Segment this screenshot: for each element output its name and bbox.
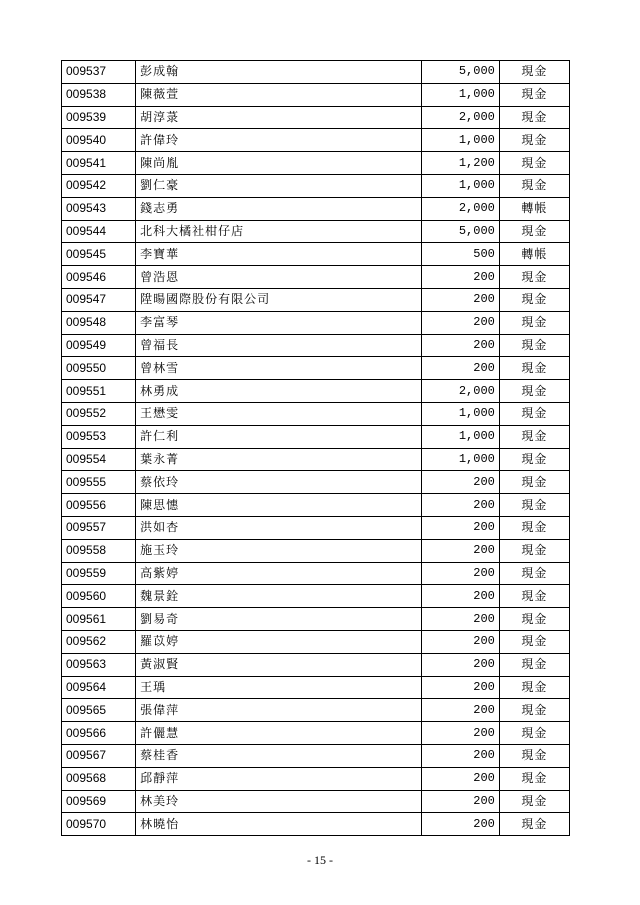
payment-method-cell: 現金	[499, 471, 569, 494]
table-row	[62, 676, 570, 699]
receipt-number-cell: 009558	[62, 539, 136, 562]
donor-name-cell: 曾福長	[136, 334, 421, 357]
receipt-number-cell: 009568	[62, 767, 136, 790]
table-row	[62, 653, 570, 676]
donor-name-cell: 林勇成	[136, 380, 421, 403]
payment-method-cell: 現金	[499, 790, 569, 813]
table-row	[62, 83, 570, 106]
table-row	[62, 334, 570, 357]
payment-method-cell: 現金	[499, 152, 569, 175]
amount-cell: 200	[421, 744, 499, 767]
amount-cell: 1,200	[421, 152, 499, 175]
receipt-number-cell: 009546	[62, 266, 136, 289]
receipt-number-cell: 009537	[62, 61, 136, 84]
payment-method-cell: 現金	[499, 448, 569, 471]
donor-name-cell: 陳尚胤	[136, 152, 421, 175]
receipt-number-cell: 009541	[62, 152, 136, 175]
payment-method-cell: 現金	[499, 266, 569, 289]
table-row	[62, 197, 570, 220]
donor-name-cell: 許儷慧	[136, 722, 421, 745]
receipt-number-cell: 009556	[62, 494, 136, 517]
receipt-number-cell: 009563	[62, 653, 136, 676]
payment-method-cell: 現金	[499, 380, 569, 403]
donor-name-cell: 王瑀	[136, 676, 421, 699]
donor-name-cell: 李寶華	[136, 243, 421, 266]
table-row	[62, 243, 570, 266]
receipt-number-cell: 009560	[62, 585, 136, 608]
payment-method-cell: 現金	[499, 608, 569, 631]
table-row	[62, 494, 570, 517]
donor-name-cell: 洪如杏	[136, 516, 421, 539]
amount-cell: 2,000	[421, 380, 499, 403]
receipt-number-cell: 009553	[62, 425, 136, 448]
donor-name-cell: 劉易奇	[136, 608, 421, 631]
donor-name-cell: 陳思憓	[136, 494, 421, 517]
payment-method-cell: 現金	[499, 129, 569, 152]
amount-cell: 200	[421, 699, 499, 722]
donor-name-cell: 王懋雯	[136, 402, 421, 425]
table-row	[62, 425, 570, 448]
payment-method-cell: 現金	[499, 83, 569, 106]
donor-name-cell: 高紫婷	[136, 562, 421, 585]
table-row	[62, 220, 570, 243]
table-row	[62, 790, 570, 813]
donor-name-cell: 葉永菁	[136, 448, 421, 471]
receipt-number-cell: 009555	[62, 471, 136, 494]
payment-method-cell: 現金	[499, 174, 569, 197]
donor-name-cell: 許仁利	[136, 425, 421, 448]
donor-name-cell: 曾林雪	[136, 357, 421, 380]
receipt-number-cell: 009545	[62, 243, 136, 266]
receipt-number-cell: 009547	[62, 288, 136, 311]
donor-name-cell: 羅苡婷	[136, 630, 421, 653]
table-row	[62, 174, 570, 197]
payment-method-cell: 現金	[499, 539, 569, 562]
amount-cell: 2,000	[421, 197, 499, 220]
donor-name-cell: 魏景銓	[136, 585, 421, 608]
payment-method-cell: 現金	[499, 744, 569, 767]
payment-method-cell: 現金	[499, 288, 569, 311]
amount-cell: 200	[421, 311, 499, 334]
receipt-number-cell: 009550	[62, 357, 136, 380]
payment-method-cell: 現金	[499, 562, 569, 585]
amount-cell: 200	[421, 266, 499, 289]
amount-cell: 200	[421, 722, 499, 745]
receipt-number-cell: 009552	[62, 402, 136, 425]
table-row	[62, 608, 570, 631]
table-row	[62, 630, 570, 653]
amount-cell: 200	[421, 608, 499, 631]
amount-cell: 1,000	[421, 425, 499, 448]
table-row	[62, 266, 570, 289]
table-row	[62, 699, 570, 722]
payment-method-cell: 現金	[499, 357, 569, 380]
payment-method-cell: 現金	[499, 311, 569, 334]
receipt-number-cell: 009562	[62, 630, 136, 653]
payment-method-cell: 現金	[499, 494, 569, 517]
amount-cell: 1,000	[421, 129, 499, 152]
receipt-number-cell: 009543	[62, 197, 136, 220]
donor-name-cell: 林曉怡	[136, 813, 421, 836]
donor-name-cell: 曾浩恩	[136, 266, 421, 289]
donation-table-body	[62, 61, 570, 836]
amount-cell: 1,000	[421, 174, 499, 197]
amount-cell: 5,000	[421, 220, 499, 243]
receipt-number-cell: 009570	[62, 813, 136, 836]
table-row	[62, 448, 570, 471]
donor-name-cell: 邱靜萍	[136, 767, 421, 790]
donor-name-cell: 陞暘國際股份有限公司	[136, 288, 421, 311]
donor-name-cell: 張偉萍	[136, 699, 421, 722]
amount-cell: 5,000	[421, 61, 499, 84]
receipt-number-cell: 009551	[62, 380, 136, 403]
donation-table	[61, 60, 570, 836]
table-row	[62, 106, 570, 129]
page-number: - 15 -	[307, 853, 333, 867]
receipt-number-cell: 009549	[62, 334, 136, 357]
table-row	[62, 562, 570, 585]
donor-name-cell: 黃淑賢	[136, 653, 421, 676]
receipt-number-cell: 009557	[62, 516, 136, 539]
payment-method-cell: 現金	[499, 630, 569, 653]
amount-cell: 200	[421, 585, 499, 608]
donor-name-cell: 林美玲	[136, 790, 421, 813]
payment-method-cell: 現金	[499, 106, 569, 129]
table-row	[62, 744, 570, 767]
payment-method-cell: 現金	[499, 585, 569, 608]
receipt-number-cell: 009565	[62, 699, 136, 722]
payment-method-cell: 現金	[499, 334, 569, 357]
table-row	[62, 129, 570, 152]
donor-name-cell: 蔡依玲	[136, 471, 421, 494]
amount-cell: 200	[421, 288, 499, 311]
table-row	[62, 722, 570, 745]
amount-cell: 200	[421, 767, 499, 790]
receipt-number-cell: 009564	[62, 676, 136, 699]
amount-cell: 1,000	[421, 402, 499, 425]
amount-cell: 200	[421, 516, 499, 539]
receipt-number-cell: 009559	[62, 562, 136, 585]
donor-name-cell: 劉仁豪	[136, 174, 421, 197]
amount-cell: 200	[421, 630, 499, 653]
donor-name-cell: 北科大橘社柑仔店	[136, 220, 421, 243]
receipt-number-cell: 009544	[62, 220, 136, 243]
table-row	[62, 516, 570, 539]
donor-name-cell: 陳薇萱	[136, 83, 421, 106]
receipt-number-cell: 009538	[62, 83, 136, 106]
receipt-number-cell: 009548	[62, 311, 136, 334]
receipt-number-cell: 009540	[62, 129, 136, 152]
donor-name-cell: 彭成翰	[136, 61, 421, 84]
amount-cell: 200	[421, 494, 499, 517]
donor-name-cell: 李富琴	[136, 311, 421, 334]
table-row	[62, 767, 570, 790]
amount-cell: 200	[421, 790, 499, 813]
receipt-number-cell: 009567	[62, 744, 136, 767]
table-row	[62, 813, 570, 836]
payment-method-cell: 現金	[499, 767, 569, 790]
receipt-number-cell: 009542	[62, 174, 136, 197]
payment-method-cell: 現金	[499, 61, 569, 84]
payment-method-cell: 現金	[499, 699, 569, 722]
table-row	[62, 402, 570, 425]
receipt-number-cell: 009554	[62, 448, 136, 471]
table-row	[62, 585, 570, 608]
payment-method-cell: 現金	[499, 516, 569, 539]
donor-name-cell: 施玉玲	[136, 539, 421, 562]
receipt-number-cell: 009569	[62, 790, 136, 813]
payment-method-cell: 現金	[499, 220, 569, 243]
amount-cell: 200	[421, 471, 499, 494]
table-row	[62, 311, 570, 334]
payment-method-cell: 轉帳	[499, 243, 569, 266]
table-row	[62, 357, 570, 380]
donor-name-cell: 胡淳菉	[136, 106, 421, 129]
amount-cell: 2,000	[421, 106, 499, 129]
amount-cell: 200	[421, 539, 499, 562]
payment-method-cell: 轉帳	[499, 197, 569, 220]
amount-cell: 200	[421, 676, 499, 699]
amount-cell: 200	[421, 653, 499, 676]
payment-method-cell: 現金	[499, 402, 569, 425]
table-row	[62, 380, 570, 403]
donor-name-cell: 錢志勇	[136, 197, 421, 220]
receipt-number-cell: 009561	[62, 608, 136, 631]
payment-method-cell: 現金	[499, 425, 569, 448]
amount-cell: 200	[421, 562, 499, 585]
table-row	[62, 61, 570, 84]
table-row	[62, 288, 570, 311]
table-row	[62, 539, 570, 562]
receipt-number-cell: 009566	[62, 722, 136, 745]
payment-method-cell: 現金	[499, 813, 569, 836]
amount-cell: 1,000	[421, 448, 499, 471]
amount-cell: 200	[421, 357, 499, 380]
amount-cell: 200	[421, 813, 499, 836]
donor-name-cell: 蔡桂香	[136, 744, 421, 767]
amount-cell: 1,000	[421, 83, 499, 106]
donor-name-cell: 許偉玲	[136, 129, 421, 152]
payment-method-cell: 現金	[499, 653, 569, 676]
payment-method-cell: 現金	[499, 676, 569, 699]
receipt-number-cell: 009539	[62, 106, 136, 129]
amount-cell: 200	[421, 334, 499, 357]
table-row	[62, 152, 570, 175]
amount-cell: 500	[421, 243, 499, 266]
payment-method-cell: 現金	[499, 722, 569, 745]
table-row	[62, 471, 570, 494]
